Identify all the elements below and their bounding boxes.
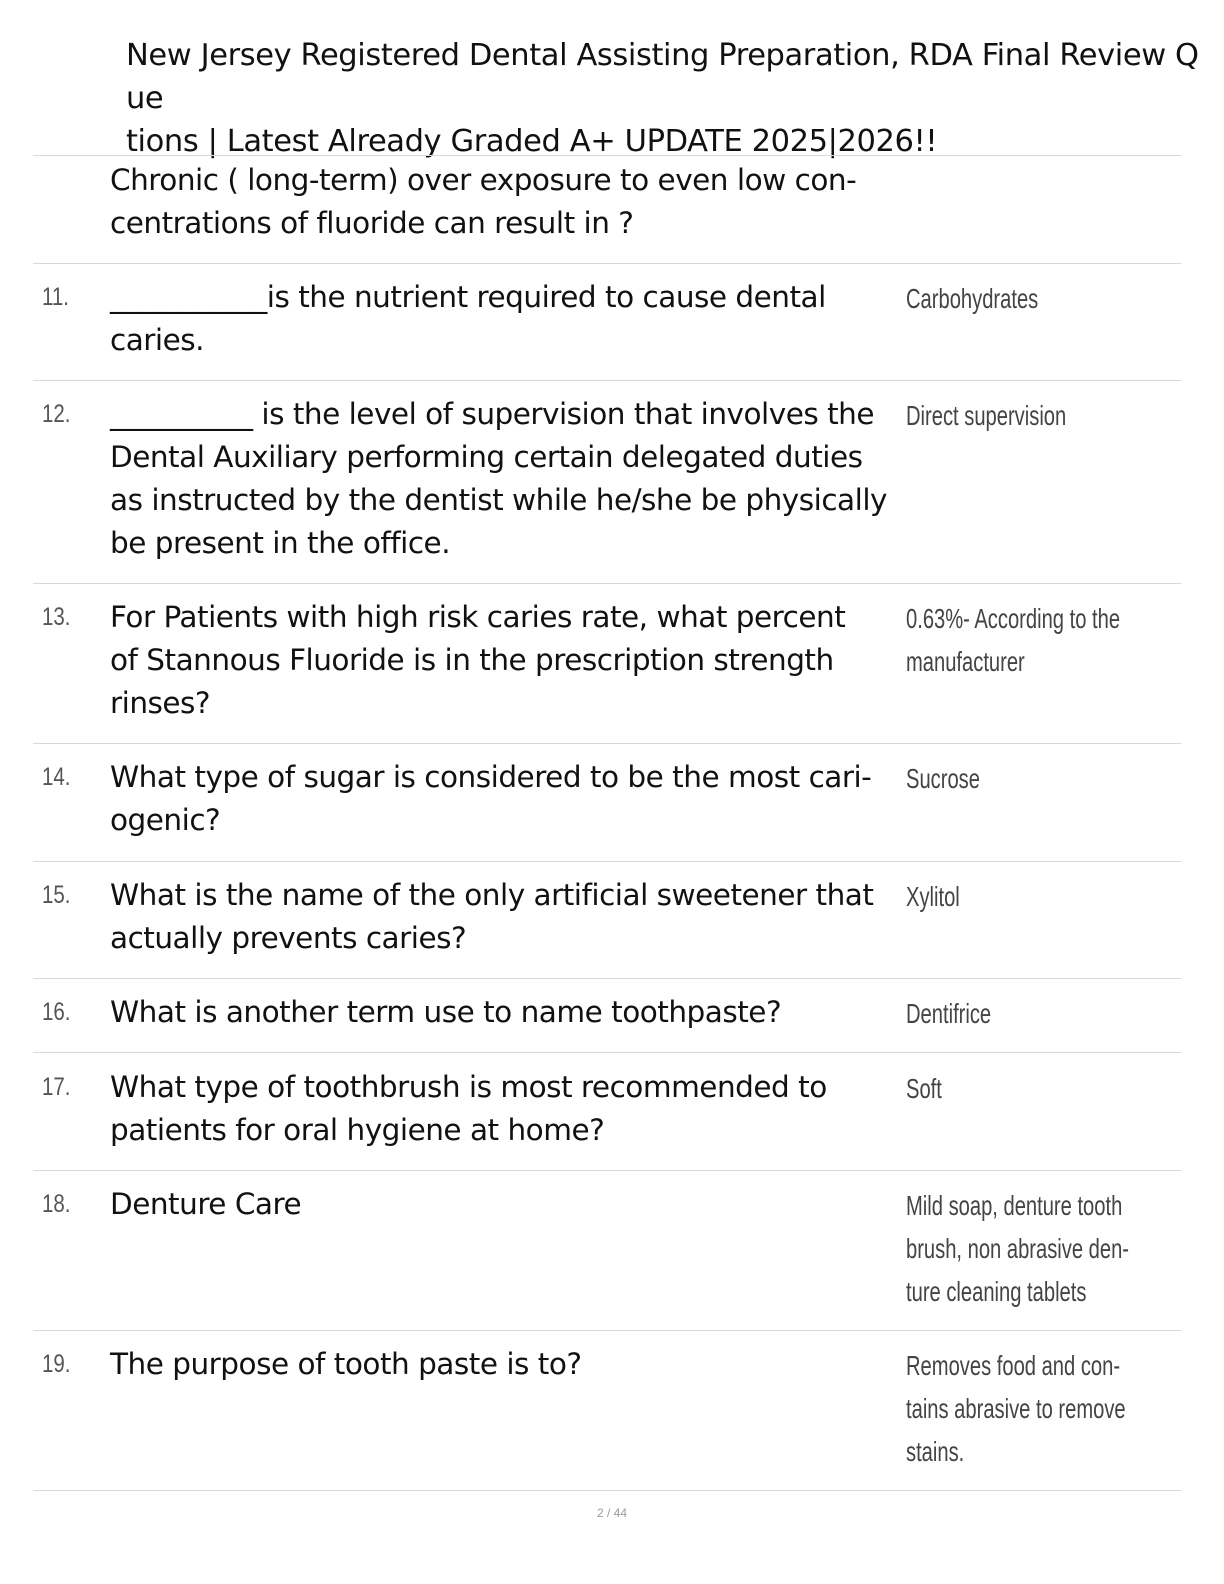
question-number: 13. xyxy=(42,603,71,631)
divider xyxy=(33,1170,1181,1171)
divider xyxy=(33,978,1181,979)
question-number: 17. xyxy=(42,1073,71,1101)
answer-text: 0.63%- According to the manufacturer xyxy=(906,603,1121,677)
answer-text: Sucrose xyxy=(906,763,980,794)
answer-text: Xylitol xyxy=(906,881,960,912)
question-text: What type of sugar is considered to be the most cari- ogenic? xyxy=(110,760,872,837)
divider xyxy=(33,380,1181,381)
question-text: Denture Care xyxy=(110,1187,302,1221)
question-text: What is the name of the only artificial sweetener that actually prevents caries? xyxy=(110,878,874,955)
answer-text: Mild soap, denture tooth brush, non abrasive den- ture cleaning tablets xyxy=(906,1190,1130,1307)
question-number: 14. xyxy=(42,763,71,791)
divider xyxy=(33,583,1181,584)
question-text: The purpose of tooth paste is to? xyxy=(110,1347,582,1381)
question-number: 12. xyxy=(42,400,71,428)
answer-text: Soft xyxy=(906,1073,942,1104)
answer-text: Carbohydrates xyxy=(906,283,1039,314)
divider xyxy=(33,1490,1181,1491)
divider xyxy=(33,861,1181,862)
question-text: ___________is the nutrient required to cause dental caries. xyxy=(110,280,826,357)
divider xyxy=(33,743,1181,744)
document-title: New Jersey Registered Dental Assisting Preparation, RDA Final Review Que tions | Latest Already Graded A+ UPDATE 2025|2026!! xyxy=(126,38,1199,159)
question-number: 18. xyxy=(42,1190,71,1218)
question-text: Chronic ( long-term) over exposure to even low con- centrations of fluoride can result in ? xyxy=(110,163,857,240)
divider xyxy=(33,1052,1181,1053)
question-number: 11. xyxy=(42,283,69,311)
divider xyxy=(33,1330,1181,1331)
question-text: What type of toothbrush is most recommended to patients for oral hygiene at home? xyxy=(110,1070,827,1147)
answer-text: Dentifrice xyxy=(906,998,992,1029)
divider xyxy=(33,263,1181,264)
divider xyxy=(33,155,1181,156)
question-text: __________ is the level of supervision that involves the Dental Auxiliary performing certain delegated duties as instructed by the dentist while he/she be physically be present in the office. xyxy=(110,397,887,560)
answer-text: Direct supervision xyxy=(906,400,1067,431)
answer-text: Removes food and con- tains abrasive to remove stains. xyxy=(906,1350,1126,1467)
question-number: 19. xyxy=(42,1350,71,1378)
question-number: 15. xyxy=(42,881,71,909)
question-text: For Patients with high risk caries rate, what percent of Stannous Fluoride is in the prescription strength rinses? xyxy=(110,600,846,720)
question-number: 16. xyxy=(42,998,71,1026)
question-text: What is another term use to name toothpaste? xyxy=(110,995,782,1029)
page-indicator: 2 / 44 xyxy=(596,1506,628,1520)
